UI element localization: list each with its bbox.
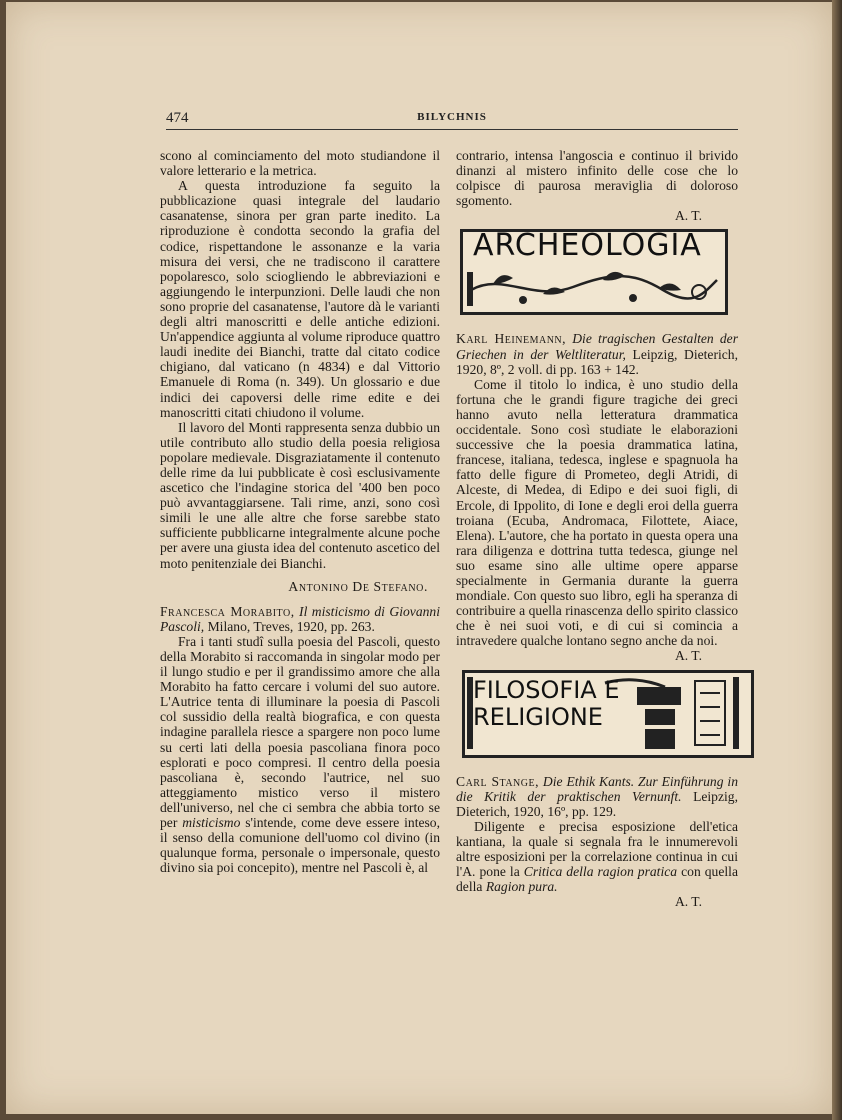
entry-author: Francesca Morabito, [160, 603, 295, 619]
paragraph [456, 819, 738, 894]
paragraph: Come il titolo lo indica, è uno studio della fortuna che le grandi figure tragiche dei greci hanno avuto nella letteratura drammatica occidentale. Sono così studiate le elaborazioni successive che la poesia drammatica latina, francese, italiana, tedesca, inglese e spagnuola ha fatto delle figure di Prometeo, degli Atridi, di Alceste, di Medea, di Edipo e dei suoi figli, di Ercole, di Ippolito, di Ione e degli eroi della guerra troiana (Ecuba, Andromaca, Filottete, Aiace, Elena). L'autore, che ha portato in questa opera una rara diligenza e dottrina tutta tedesca, giunge nel suo esame sino alle ultime opere apparse specialmente in Germania durante la guerra mondiale. Con questo suo libro, egli ha speranza di contribuire a quella rinascenza dello spirito classico che è nei suoi voti, e di cui si comincia a intravedere qualche lontano segno anche da noi. [456, 376, 738, 649]
paragraph: A questa introduzione fa seguito la pubblicazione quasi integrale del laudario casanatense, sinora per gran parte inedito. La riproduzione è condotta secondo la grafia del codice, rispettandone le assonanze e la varia misura dei versi, che ne tradiscono il carattere popolaresco, solo sciogliendo le abbreviazioni e aggiungendo le interpunzioni. Delle laudi che non sono proprie del casanatense, l'autore dà le varianti degli altri manoscritti e delle antiche edizioni. Un'appendice aggiunta al volume riproduce quattro laudi inedite dei Bianchi, tratte dal citato codice chigiano, dal vaticano (n 4834) e dal Vittorio Emanuele di Roma (n. 349). Un glossario e due indici dei capoversi delle rime edite e dei manoscritti citati chiudono il volume. [160, 178, 440, 420]
running-head [166, 110, 738, 130]
entry-title: Il misticismo di Giovanni Pascoli, [160, 603, 440, 634]
paragraph [160, 634, 440, 876]
journal-title: BILYCHNIS [417, 111, 487, 123]
section-title-line: FILOSOFIA E [473, 675, 620, 704]
bibliographic-entry [456, 331, 738, 376]
entry-publication: Leipzig, Dieterich, 1920, 16º, pp. 129. [456, 788, 738, 819]
archeologia-emblem [460, 229, 728, 315]
bibliographic-entry [456, 774, 738, 819]
italic-title: Critica della ragion pratica [523, 864, 678, 880]
review-signature: Antonino De Stefano. [288, 578, 428, 594]
italic-title: Ragion pura. [485, 879, 558, 895]
bibliographic-entry [160, 604, 440, 634]
review-signature: A. T. [674, 894, 702, 910]
review-signature: A. T. [674, 208, 702, 224]
paragraph: Il lavoro del Monti rappresenta senza dubbio un utile contributo allo studio della poesia religiosa popolare medievale. Disgraziatamente il contenuto delle rime da lui pubblicate è così esclusivamente ascetico che l'indagine storica del '400 ben poco può avvantaggiarsene. Tali rime, anzi, sono così simili le une alle altre che forse sarebbe stato sufficiente pubblicarne integralmente alcune poche per avere una giusta idea del contenuto ascetico del moto penitenziale dei Bianchi. [160, 419, 440, 571]
entry-title: Die tragischen Gestalten der Griechen in der Weltliteratur, [456, 331, 738, 362]
left-column [160, 148, 440, 875]
entry-title: Die Ethik Kants. Zur Einführung in die Kritik der praktischen Vernunft. [456, 773, 738, 804]
section-title: ARCHEOLOGIA [473, 228, 702, 264]
paragraph-text: con quella della [456, 864, 738, 895]
page-edge [832, 0, 842, 1120]
entry-publication: Milano, Treves, 1920, pp. 263. [207, 618, 375, 634]
section-title-line: RELIGIONE [473, 702, 603, 731]
paragraph-text: Fra i tanti studî sulla poesia del Pascoli, questo della Morabito si raccomanda in singolar modo per il lungo studio e per il grandissimo amore che alla Morabito ha fatto cercare i volumi del suo autore. L'Autrice tenta di illuminare la poesia di Pascoli col sussidio della realtà biografica, e con questa indagine parallela riesce a spargere non poco lume su certi lati della poesia pascoliana finora poco esplorati e poco compresi. Il centro della poesia pascoliana è, secondo l'autrice, nel suo atteggiamento mistico verso il mistero dell'universo, nel che ci sembra che abbia torto se per [160, 633, 440, 831]
paragraph: scono al cominciamento del moto studiandone il valore letterario e la metrica. [160, 148, 440, 179]
filosofia-religione-emblem [462, 670, 754, 758]
entry-author: Karl Heinemann, [456, 331, 567, 347]
italic-term: misticismo [182, 815, 241, 831]
review-signature: A. T. [674, 648, 702, 664]
paragraph: contrario, intensa l'angoscia e continuo il brivido dinanzi al mistero infinito delle cose che lo colpisce di paurosa meraviglia di doloroso sgomento. [456, 148, 738, 209]
right-column [456, 148, 738, 915]
section-title [473, 677, 620, 731]
paragraph-text: Diligente e precisa esposizione dell'etica kantiana, la quale si segnala fra le innumerevoli altre esposizioni per la correlazione continua in cui l'A. pone la [456, 818, 738, 880]
header-rule [166, 129, 738, 130]
page-number: 474 [166, 110, 189, 126]
paragraph-text: s'intende, come deve essere inteso, il senso della comunione dell'uomo col divino (in qualunque forma, personale o impersonale, questo divino sia poi concepito), mentre nel Pascoli è, al [160, 815, 440, 876]
entry-author: Carl Stange, [456, 773, 540, 789]
entry-publication: Leipzig, Dieterich, 1920, 8º, 2 voll. di pp. 163 + 142. [456, 346, 738, 377]
